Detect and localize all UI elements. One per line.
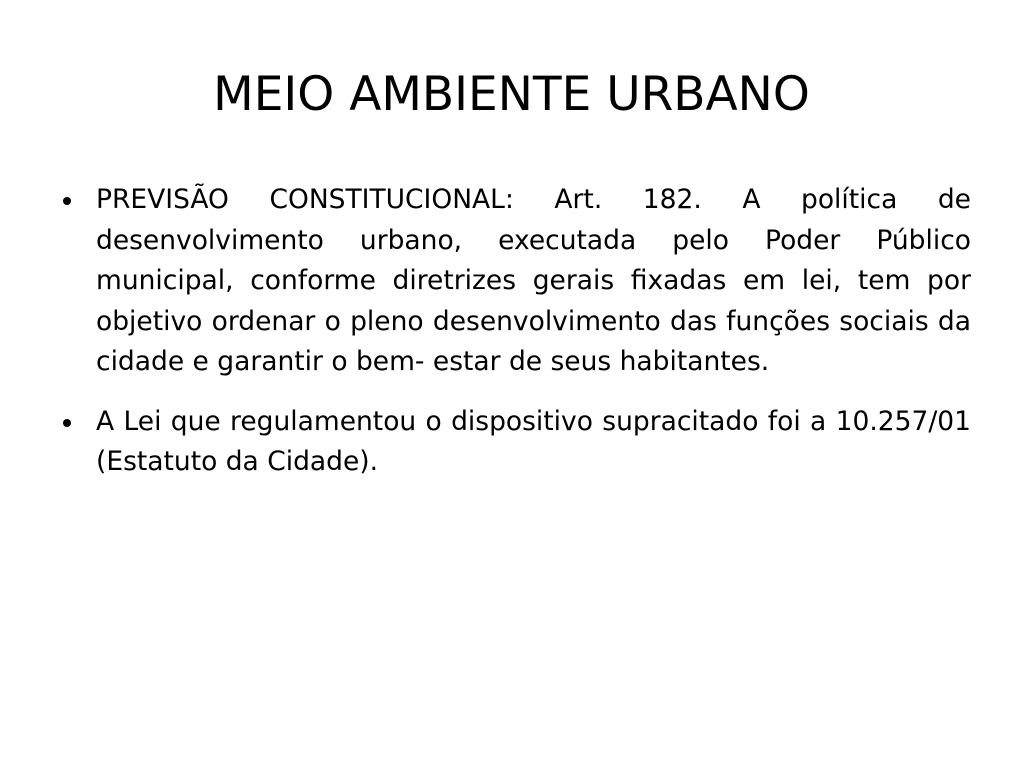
bullet-text: A Lei que regulamentou o dispositivo supracitado foi a 10.257/01 (Estatuto da Cidade).: [96, 405, 971, 477]
bullet-text: PREVISÃO CONSTITUCIONAL: Art. 182. A política de desenvolvimento urbano, executada pelo Poder Público municipal, conforme diretrizes gerais fixadas em lei, tem por objetivo ordenar o pleno desenvolvimento das funções sociais da cidade e garantir o bem- estar de seus habitantes.: [96, 184, 971, 377]
bullet-list: [60, 180, 971, 502]
bullet-dot-icon: [63, 419, 71, 427]
bullet-dot-icon: [63, 197, 71, 205]
list-item: [60, 402, 971, 483]
slide-title: MEIO AMBIENTE URBANO: [213, 67, 810, 122]
list-item: [60, 180, 971, 383]
